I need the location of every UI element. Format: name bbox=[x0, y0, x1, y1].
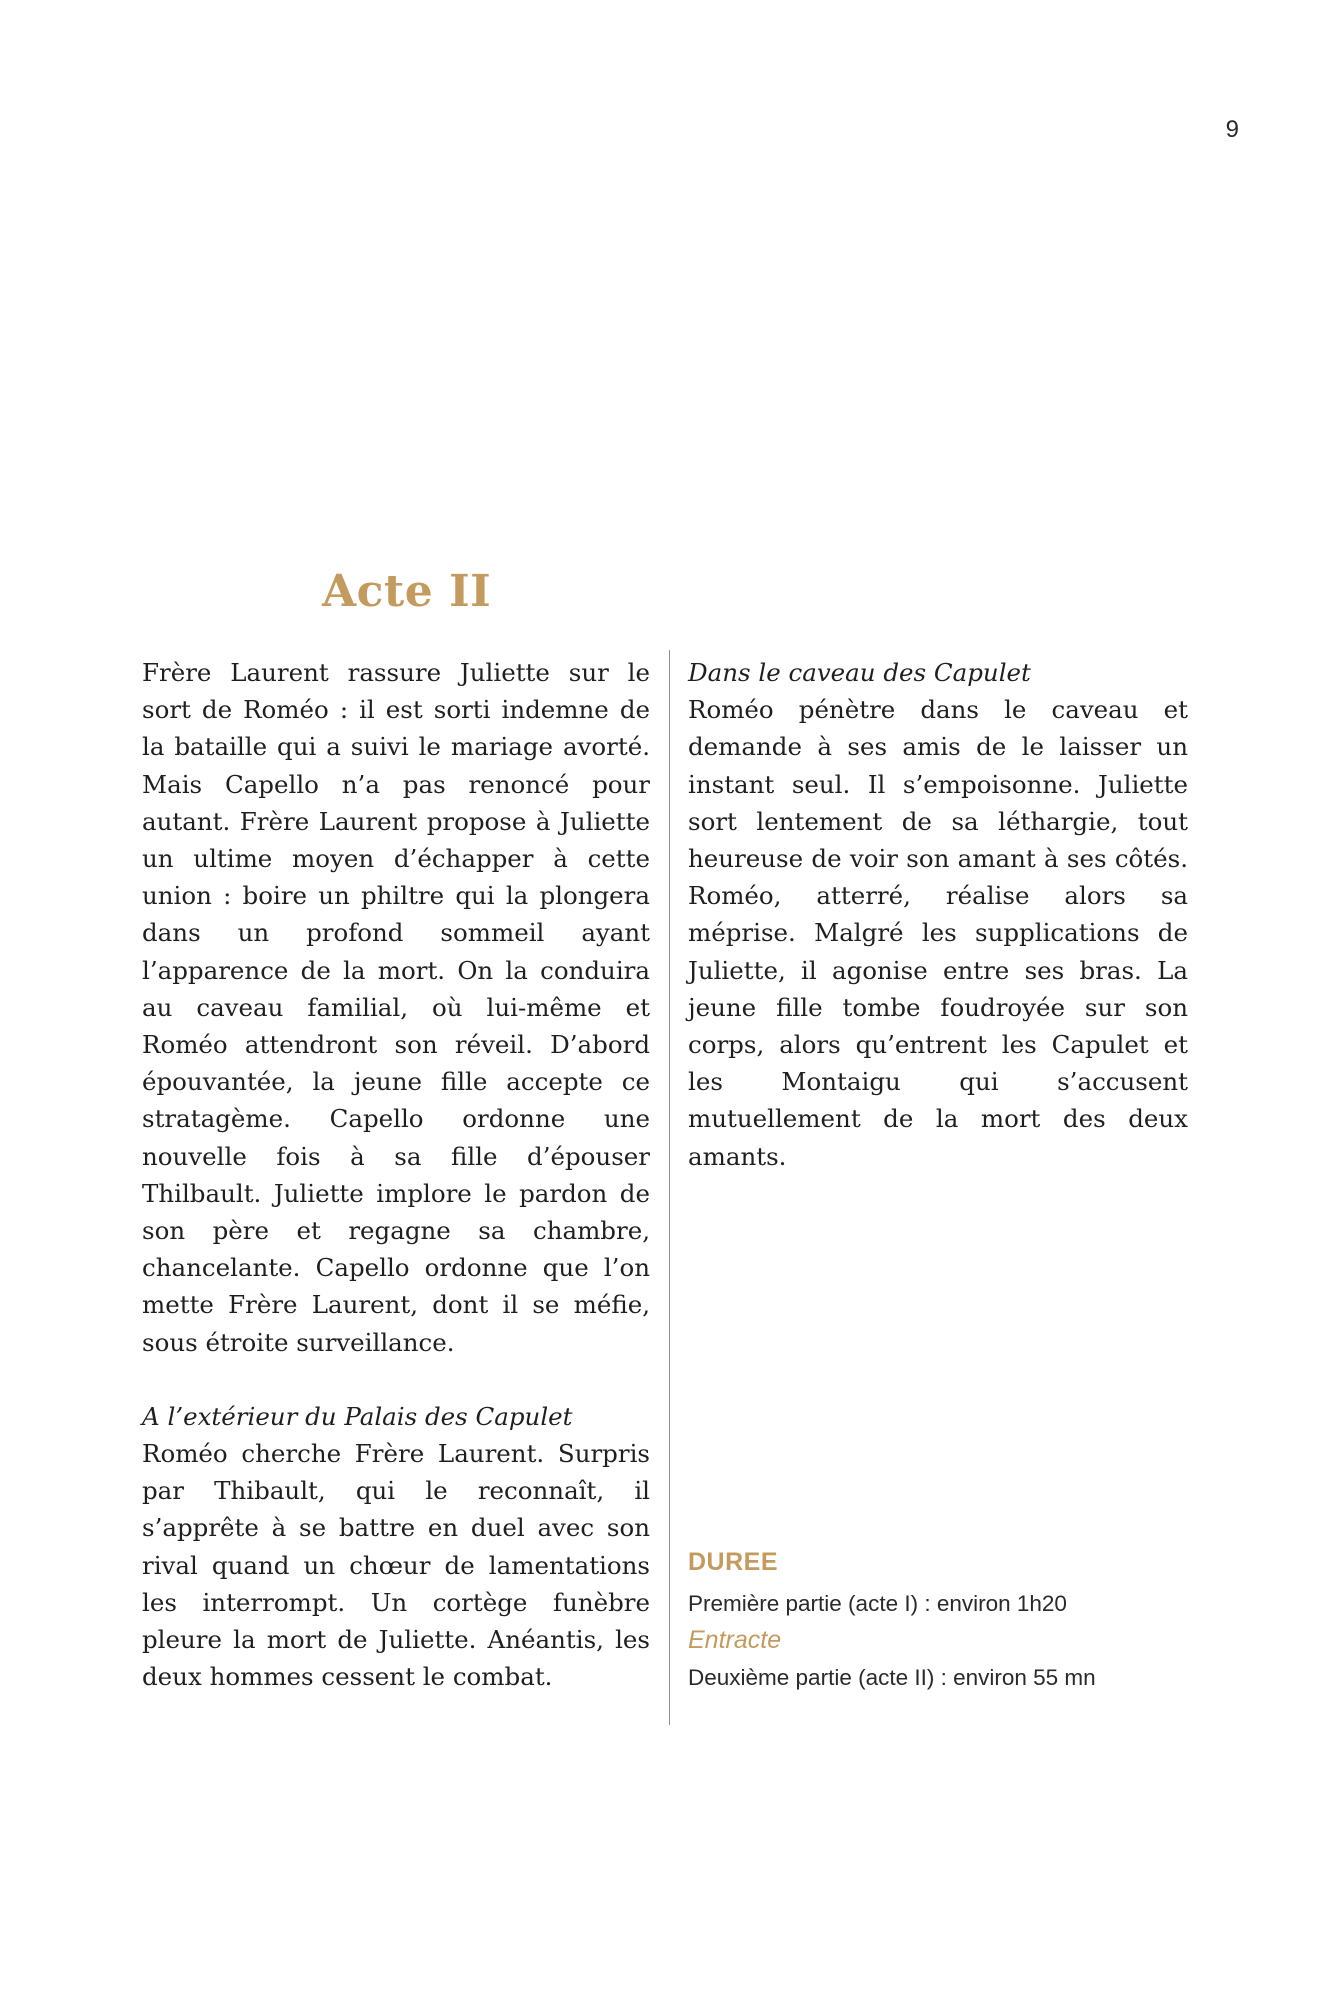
duration-part-1: Première partie (acte I) : environ 1h20 bbox=[688, 1591, 1067, 1616]
duration-intermission: Entracte bbox=[688, 1626, 782, 1654]
left-column bbox=[142, 654, 650, 1695]
duration-part-2: Deuxième partie (acte II) : environ 55 mn bbox=[688, 1665, 1096, 1690]
duration-block bbox=[688, 1548, 1188, 1696]
duration-heading: DUREE bbox=[688, 1548, 779, 1576]
paragraph-spacer bbox=[142, 1361, 650, 1398]
column-divider bbox=[669, 650, 670, 1725]
scene-text: Roméo pénètre dans le caveau et demande à ses amis de le laisser un instant seul. Il s’empoisonne. Juliette sort lentement de sa léthargie, tout heureuse de voir son amant à ses côtés. Roméo, atterré, réalise alors sa méprise. Malgré les supplications de Juliette, il agonise entre ses bras. La jeune fille tombe foudroyée sur son corps, alors qu’entrent les Capulet et les Montaigu qui s’accusent mutuellement de la mort des deux amants. bbox=[688, 695, 1188, 1171]
scene-text: Roméo cherche Frère Laurent. Surpris par Thibault, qui le reconnaît, il s’apprête à se battre en duel avec son rival quand un chœur de lamentations les interrompt. Un cortège funèbre pleure la mort de Juliette. Anéantis, les deux hommes cessent le combat. bbox=[142, 1439, 650, 1692]
page-number: 9 bbox=[1225, 116, 1239, 143]
right-column bbox=[688, 654, 1188, 1175]
act-title: Acte II bbox=[322, 566, 492, 617]
scene-title: Dans le caveau des Capulet bbox=[688, 658, 1031, 687]
scene-title: A l’extérieur du Palais des Capulet bbox=[142, 1401, 573, 1431]
synopsis-paragraph: Frère Laurent rassure Juliette sur le sort de Roméo : il est sorti indemne de la bataille qui a suivi le mariage avorté. Mais Capello n’a pas renoncé pour autant. Frère Laurent propose à Juliette un ultime moyen d’échapper à cette union : boire un philtre qui la plongera dans un profond sommeil ayant l’apparence de la mort. On la conduira au caveau familial, où lui-même et Roméo attendront son réveil. D’abord épouvantée, la jeune fille accepte ce stratagème. Capello ordonne une nouvelle fois à sa fille d’épouser Thilbault. Juliette implore le pardon de son père et regagne sa chambre, chancelante. Capello ordonne que l’on mette Frère Laurent, dont il se méfie, sous étroite surveillance. bbox=[142, 658, 650, 1357]
